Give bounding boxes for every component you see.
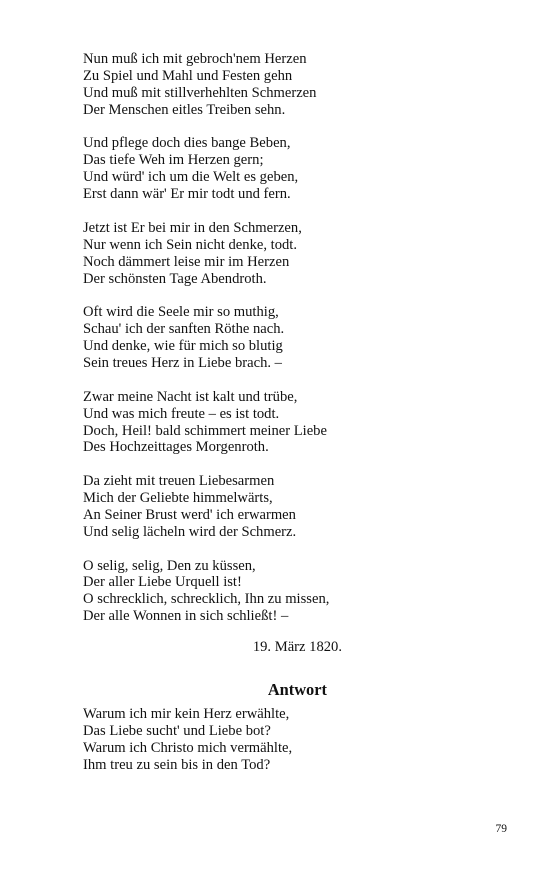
- verse-line: Und muß mit stillverhehlten Schmerzen: [83, 84, 317, 101]
- verse-line: Nun muß ich mit gebroch'nem Herzen: [83, 51, 307, 67]
- stanza: [83, 389, 383, 457]
- verse-line: Mich der Geliebte himmelwärts,: [83, 490, 273, 507]
- verse-line: Der schönsten Tage Abendroth.: [83, 270, 267, 287]
- verse-line: Das tiefe Weh im Herzen gern;: [83, 152, 264, 169]
- verse-line: Oft wird die Seele mir so muthig,: [83, 304, 279, 321]
- verse-line: Warum ich mir kein Herz erwählte,: [83, 706, 290, 722]
- stanza: [83, 558, 383, 626]
- verse-line: Ihm treu zu sein bis in den Tod?: [83, 756, 271, 773]
- answer-poem-body: [83, 706, 383, 774]
- stanza: [83, 220, 383, 288]
- verse-line: Und was mich freute – es ist todt.: [83, 405, 280, 422]
- stanza: [83, 135, 383, 203]
- verse-line: Jetzt ist Er bei mir in den Schmerzen,: [83, 219, 302, 236]
- verse-line: Und würd' ich um die Welt es geben,: [83, 169, 299, 186]
- verse-line: Sein treues Herz in Liebe brach. –: [83, 354, 282, 371]
- verse-line: Zwar meine Nacht ist kalt und trübe,: [83, 388, 298, 405]
- verse-line: Und pflege doch dies bange Beben,: [83, 135, 291, 152]
- verse-line: Und selig lächeln wird der Schmerz.: [83, 523, 297, 540]
- verse-line: Nur wenn ich Sein nicht denke, todt.: [83, 236, 297, 253]
- verse-line: Schau' ich der sanften Röthe nach.: [83, 321, 285, 338]
- stanza: [83, 473, 383, 541]
- verse-line: Da zieht mit treuen Liebesarmen: [83, 473, 275, 490]
- verse-line: Warum ich Christo mich vermählte,: [83, 739, 293, 756]
- verse-line: O schrecklich, schrecklich, Ihn zu missen,: [83, 591, 330, 608]
- stanza: [83, 304, 383, 372]
- stanza: [83, 51, 383, 119]
- verse-line: Noch dämmert leise mir im Herzen: [83, 253, 290, 270]
- poem-date: 19. März 1820.: [252, 639, 342, 655]
- verse-line: Der Menschen eitles Treiben sehn.: [83, 101, 286, 118]
- verse-line: Zu Spiel und Mahl und Festen gehn: [83, 67, 293, 84]
- verse-line: Und denke, wie für mich so blutig: [83, 338, 283, 355]
- verse-line: Des Hochzeittages Morgenroth.: [83, 439, 269, 456]
- section-heading: Antwort: [267, 680, 327, 699]
- verse-line: Der alle Wonnen in sich schließt! –: [83, 608, 289, 625]
- verse-line: An Seiner Brust werd' ich erwarmen: [83, 506, 296, 523]
- verse-line: Erst dann wär' Er mir todt und fern.: [83, 186, 291, 203]
- verse-line: Der aller Liebe Urquell ist!: [83, 574, 242, 591]
- verse-line: Das Liebe sucht' und Liebe bot?: [83, 722, 271, 739]
- page-number: 79: [495, 823, 507, 835]
- poem-body: [83, 51, 383, 642]
- verse-line: O selig, selig, Den zu küssen,: [83, 557, 256, 574]
- verse-line: Doch, Heil! bald schimmert meiner Liebe: [83, 422, 327, 439]
